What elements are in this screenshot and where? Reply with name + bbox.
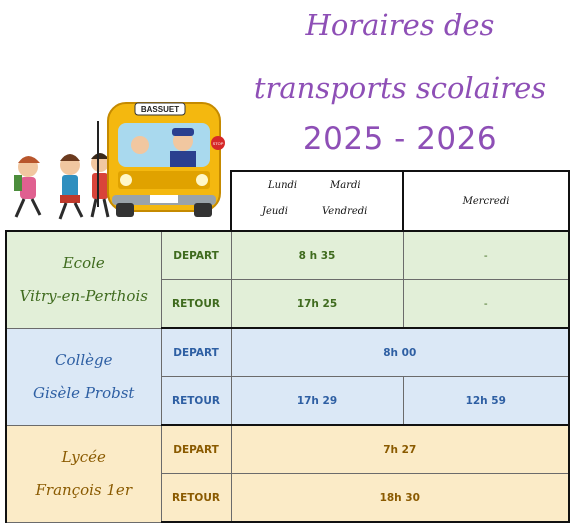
time-all: 7h 27: [231, 425, 569, 474]
day-jeudi: Jeudi: [262, 206, 288, 217]
day-lundi: Lundi: [268, 180, 298, 191]
school-name-line1: Ecole: [62, 253, 105, 272]
kind-label: RETOUR: [161, 377, 231, 426]
kind-label: DEPART: [161, 231, 231, 280]
table-row: [6, 328, 569, 377]
school-ecole: [6, 231, 161, 328]
kind-label: RETOUR: [161, 280, 231, 329]
table-row: [6, 231, 569, 280]
kind-label: DEPART: [161, 425, 231, 474]
school-lycee: [6, 425, 161, 522]
time-wed: -: [403, 280, 569, 329]
kind-label: RETOUR: [161, 474, 231, 523]
school-name-line2: Gisèle Probst: [33, 383, 135, 402]
time-mtjv: 8 h 35: [231, 231, 403, 280]
title-line1: Horaires des: [305, 8, 495, 42]
title-year: 2025 - 2026: [302, 121, 498, 157]
school-name-line2: François 1er: [35, 480, 132, 499]
time-mtjv: 17h 29: [231, 377, 403, 426]
time-all: 18h 30: [231, 474, 569, 523]
stop-sign-text: STOP: [212, 141, 224, 146]
time-wed: 12h 59: [403, 377, 569, 426]
kind-label: DEPART: [161, 328, 231, 377]
schedule-table: [5, 170, 570, 523]
school-name-line1: Collège: [55, 350, 113, 369]
header-days-mtjv: [231, 171, 403, 231]
table-row: [6, 425, 569, 474]
bus-sign-text: BASSUET: [140, 105, 180, 114]
school-college: [6, 328, 161, 425]
time-mtjv: 17h 25: [231, 280, 403, 329]
time-wed: -: [403, 231, 569, 280]
school-name-line1: Lycée: [61, 447, 106, 466]
header-row: [6, 171, 569, 231]
day-mercredi: Mercredi: [403, 171, 569, 231]
day-vendredi: Vendredi: [322, 206, 368, 217]
school-name-line2: Vitry-en-Perthois: [19, 286, 148, 305]
day-mardi: Mardi: [330, 180, 361, 191]
title-line2: transports scolaires: [253, 71, 547, 105]
time-all: 8h 00: [231, 328, 569, 377]
